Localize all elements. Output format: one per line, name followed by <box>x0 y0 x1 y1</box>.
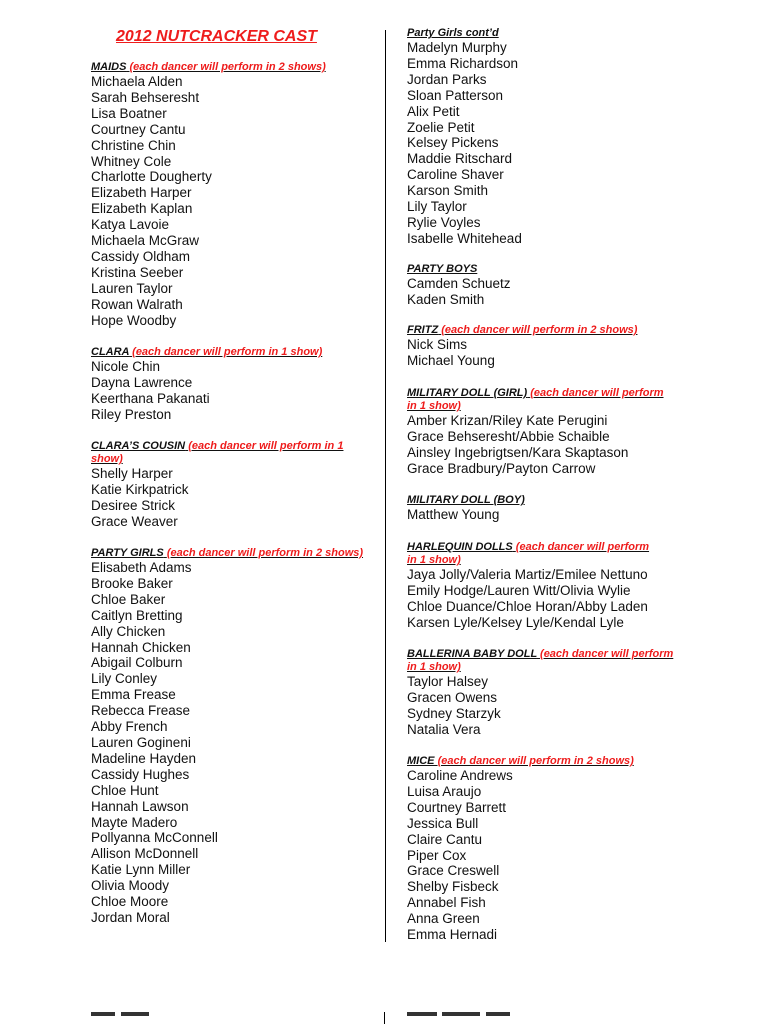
cast-member: Madeline Hayden <box>91 750 197 766</box>
cast-member: Elisabeth Adams <box>91 560 192 575</box>
next-page-text-fragment <box>91 1012 115 1016</box>
cast-member: Rowan Walrath <box>91 296 183 312</box>
cast-member: Shelly Harper <box>91 466 173 481</box>
cast-member: Emily Hodge/Lauren Witt/Olivia Wylie <box>407 582 631 598</box>
cast-list <box>91 466 366 530</box>
cast-member: Camden Schuetz <box>407 276 511 291</box>
cast-member: Isabelle Whitehead <box>407 230 522 246</box>
cast-member: Elizabeth Kaplan <box>91 201 193 217</box>
section-party-boys <box>407 263 747 308</box>
role-name: Party Girls cont’d <box>407 27 499 39</box>
role-name: MILITARY DOLL (BOY) <box>407 494 525 506</box>
cast-member: Olivia Moody <box>91 878 170 894</box>
cast-member: Riley Preston <box>91 406 172 422</box>
section-ballerina-baby-doll <box>407 648 682 738</box>
cast-member: Allison McDonnell <box>91 846 199 862</box>
cast-member: Shelby Fisbeck <box>407 879 499 895</box>
cast-member: Katie Kirkpatrick <box>91 481 189 497</box>
cast-member: Katya Lavoie <box>91 217 170 233</box>
section-heading <box>407 387 672 413</box>
cast-member: Hannah Chicken <box>91 639 191 655</box>
cast-member: Cassidy Hughes <box>91 766 190 782</box>
role-note: (each dancer will perform in 2 shows) <box>166 547 364 559</box>
cast-list <box>407 768 747 943</box>
cast-member: Emma Hernadi <box>407 927 498 943</box>
cast-member: Maddie Ritschard <box>407 151 513 167</box>
cast-member: Luisa Araujo <box>407 783 482 799</box>
column-divider <box>385 30 386 942</box>
cast-member: Rylie Voyles <box>407 214 481 230</box>
cast-member: Lauren Gogineni <box>91 734 191 750</box>
role-note: (each dancer will perform in 1 show) <box>91 440 344 465</box>
cast-member: Lisa Boatner <box>91 105 167 121</box>
section-heading <box>91 61 376 74</box>
cast-member: Jaya Jolly/Valeria Martiz/Emilee Nettuno <box>407 567 648 582</box>
section-heading <box>407 541 657 567</box>
cast-member: Karson Smith <box>407 183 489 199</box>
cast-member: Caroline Shaver <box>407 167 504 183</box>
cast-member: Lily Conley <box>91 671 158 687</box>
role-name: PARTY BOYS <box>407 263 478 275</box>
section-heading <box>407 494 747 507</box>
cast-list <box>91 359 376 423</box>
cast-member: Nicole Chin <box>91 359 161 374</box>
next-page-text-fragment <box>121 1012 149 1016</box>
cast-member: Chloe Baker <box>91 591 166 607</box>
next-page-text-fragment <box>442 1012 480 1016</box>
next-page-text-fragment <box>407 1012 437 1016</box>
cast-list <box>91 74 376 329</box>
next-page-text-fragment <box>486 1012 510 1016</box>
cast-member: Katie Lynn Miller <box>91 862 191 878</box>
cast-member: Courtney Cantu <box>91 121 186 137</box>
cast-member: Chloe Duance/Chloe Horan/Abby Laden <box>407 598 648 614</box>
cast-list <box>407 567 657 631</box>
cast-member: Sloan Patterson <box>407 87 504 103</box>
section-heading <box>407 324 747 337</box>
cast-member: Grace Bradbury/Payton Carrow <box>407 460 596 476</box>
cast-member: Madelyn Murphy <box>407 40 507 55</box>
cast-member: Zoelie Petit <box>407 119 475 135</box>
cast-member: Abigail Colburn <box>91 655 183 671</box>
cast-member: Lily Taylor <box>407 199 467 215</box>
cast-member: Emma Frease <box>91 687 176 703</box>
page-title: 2012 NUTCRACKER CAST <box>116 28 317 45</box>
section-heading <box>407 263 747 276</box>
next-page-divider <box>384 1012 385 1024</box>
role-name: HARLEQUIN DOLLS <box>407 541 513 553</box>
role-note: (each dancer will perform in 1 show) <box>132 346 323 358</box>
cast-member: Caroline Andrews <box>407 768 513 783</box>
cast-member: Lauren Taylor <box>91 280 173 296</box>
cast-member: Caitlyn Bretting <box>91 607 183 623</box>
section-military-doll-boy <box>407 494 747 523</box>
role-note: (each dancer will perform in 2 shows) <box>441 324 638 336</box>
cast-member: Alix Petit <box>407 103 460 119</box>
cast-member: Ally Chicken <box>91 623 166 639</box>
section-heading <box>407 755 747 768</box>
role-name: FRITZ <box>407 324 439 336</box>
cast-member: Rebecca Frease <box>91 703 191 719</box>
cast-member: Brooke Baker <box>91 575 173 591</box>
section-heading <box>407 648 682 674</box>
section-harlequin-dolls <box>407 541 657 631</box>
cast-member: Chloe Moore <box>91 894 169 910</box>
role-name: MICE <box>407 755 435 767</box>
role-name: BALLERINA BABY DOLL <box>407 648 537 660</box>
role-note: (each dancer will perform in 2 shows) <box>437 755 634 767</box>
cast-member: Chloe Hunt <box>91 782 159 798</box>
cast-member: Hannah Lawson <box>91 798 189 814</box>
cast-member: Claire Cantu <box>407 831 483 847</box>
cast-member: Michael Young <box>407 352 495 368</box>
section-party-girls-contd <box>407 27 747 247</box>
cast-member: Sarah Behseresht <box>91 89 200 105</box>
cast-member: Kaden Smith <box>407 291 485 307</box>
cast-member: Michaela Alden <box>91 74 183 89</box>
section-heading <box>91 547 366 560</box>
cast-member: Courtney Barrett <box>407 799 507 815</box>
role-name: MILITARY DOLL (GIRL) <box>407 387 528 399</box>
cast-member: Ainsley Ingebrigtsen/Kara Skaptason <box>407 444 629 460</box>
cast-list <box>407 413 672 477</box>
role-name: MAIDS <box>91 61 127 73</box>
role-note: (each dancer will perform in 1 show) <box>407 541 650 566</box>
cast-member: Grace Creswell <box>407 863 500 879</box>
cast-member: Grace Behseresht/Abbie Schaible <box>407 428 610 444</box>
cast-list <box>407 337 747 369</box>
cast-member: Matthew Young <box>407 507 500 522</box>
section-military-doll-girl <box>407 387 672 477</box>
cast-list <box>91 560 366 926</box>
section-heading <box>407 27 747 40</box>
role-note: (each dancer will perform in 2 shows) <box>129 61 326 73</box>
role-note: (each dancer will perform in 1 show) <box>407 648 674 673</box>
cast-member: Kristina Seeber <box>91 264 184 280</box>
role-name: PARTY GIRLS <box>91 547 164 559</box>
cast-member: Kelsey Pickens <box>407 135 499 151</box>
section-mice <box>407 755 747 943</box>
role-name: CLARA’S COUSIN <box>91 440 186 452</box>
cast-list <box>407 276 747 308</box>
cast-list <box>407 674 682 738</box>
cast-member: Keerthana Pakanati <box>91 390 210 406</box>
section-fritz <box>407 324 747 369</box>
section-heading <box>91 346 376 359</box>
cast-member: Hope Woodby <box>91 312 177 328</box>
cast-member: Desiree Strick <box>91 497 176 513</box>
cast-member: Natalia Vera <box>407 721 481 737</box>
role-note: (each dancer will perform in 1 show) <box>407 387 664 412</box>
section-claras-cousin <box>91 440 366 530</box>
cast-member: Jordan Parks <box>407 71 487 87</box>
cast-member: Michaela McGraw <box>91 233 200 249</box>
cast-member: Mayte Madero <box>91 814 178 830</box>
cast-member: Pollyanna McConnell <box>91 830 218 846</box>
cast-member: Piper Cox <box>407 847 467 863</box>
cast-member: Dayna Lawrence <box>91 374 193 390</box>
cast-member: Cassidy Oldham <box>91 248 191 264</box>
cast-member: Karsen Lyle/Kelsey Lyle/Kendal Lyle <box>407 614 624 630</box>
cast-list <box>407 507 747 523</box>
section-maids <box>91 61 376 329</box>
cast-member: Jordan Moral <box>91 909 170 925</box>
cast-member: Jessica Bull <box>407 815 479 831</box>
cast-member: Abby French <box>91 719 168 735</box>
cast-member: Amber Krizan/Riley Kate Perugini <box>407 413 608 428</box>
cast-member: Taylor Halsey <box>407 674 489 689</box>
section-clara <box>91 346 376 423</box>
cast-member: Christine Chin <box>91 137 176 153</box>
cast-member: Elizabeth Harper <box>91 185 192 201</box>
cast-member: Grace Weaver <box>91 513 178 529</box>
role-name: CLARA <box>91 346 130 358</box>
cast-member: Anna Green <box>407 911 480 927</box>
cast-member: Sydney Starzyk <box>407 705 501 721</box>
cast-member: Nick Sims <box>407 337 467 352</box>
cast-member: Whitney Cole <box>91 153 172 169</box>
cast-member: Annabel Fish <box>407 895 486 911</box>
cast-member: Emma Richardson <box>407 55 519 71</box>
cast-member: Gracen Owens <box>407 689 498 705</box>
cast-list <box>407 40 747 247</box>
section-heading <box>91 440 366 466</box>
cast-member: Charlotte Dougherty <box>91 169 212 185</box>
section-party-girls <box>91 547 366 926</box>
